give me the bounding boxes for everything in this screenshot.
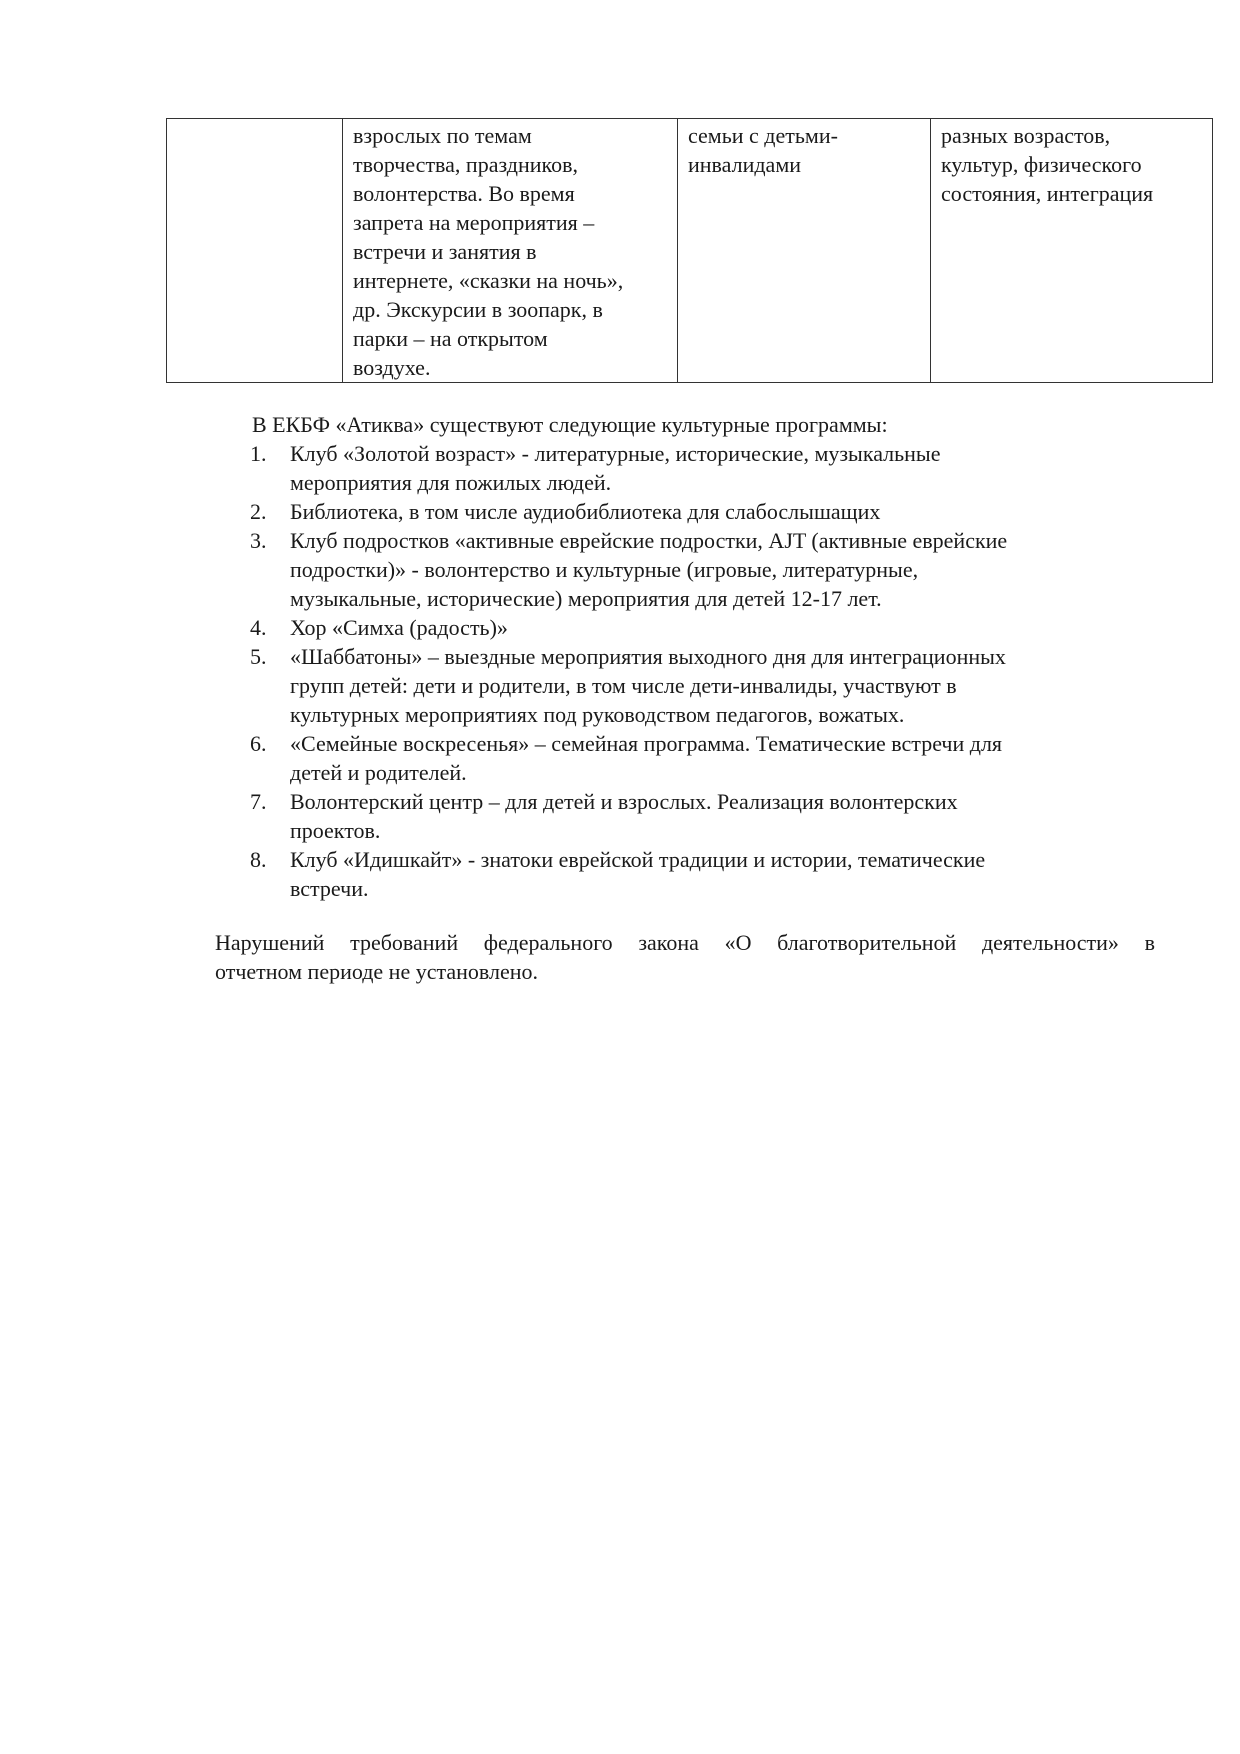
list-item-line: Библиотека, в том числе аудиобиблиотека для слабослышащих: [290, 499, 881, 524]
programs-list: [250, 439, 1150, 903]
programs-intro: В ЕКБФ «Атиква» существуют следующие культурные программы:: [252, 412, 888, 437]
list-item-number: 3.: [250, 528, 267, 553]
cell-line: инвалидами: [688, 152, 802, 177]
list-item-number: 4.: [250, 615, 267, 640]
list-item-line: подростки)» - волонтерство и культурные (игровые, литературные,: [290, 557, 919, 582]
list-item-number: 8.: [250, 847, 267, 872]
list-item-line: групп детей: дети и родители, в том числе дети-инвалиды, участвуют в: [290, 673, 957, 698]
list-item-line: «Семейные воскресенья» – семейная программа. Тематические встречи для: [290, 731, 1003, 756]
list-item: [250, 613, 1150, 642]
cell-line: встречи и занятия в: [353, 239, 537, 264]
table-cell-target-group: [678, 119, 931, 383]
cell-line: волонтерства. Во время: [353, 181, 575, 206]
cell-line: разных возрастов,: [941, 123, 1111, 148]
list-item: [250, 526, 1150, 613]
list-item-line: Клуб подростков «активные еврейские подростки, AJT (активные еврейские: [290, 528, 1008, 553]
cell-line: интернете, «сказки на ночь»,: [353, 268, 624, 293]
conclusion-paragraph: [215, 928, 1155, 986]
cell-line: др. Экскурсии в зоопарк, в: [353, 297, 603, 322]
list-item-line: музыкальные, исторические) мероприятия для детей 12-17 лет.: [290, 586, 882, 611]
table-cell-results: [931, 119, 1213, 383]
list-item: [250, 642, 1150, 729]
list-item-number: 6.: [250, 731, 267, 756]
table-cell-empty: [167, 119, 343, 383]
cell-line: парки – на открытом: [353, 326, 548, 351]
list-item-line: Клуб «Золотой возраст» - литературные, исторические, музыкальные: [290, 441, 941, 466]
cell-line: взрослых по темам: [353, 123, 532, 148]
conclusion-line: отчетном периоде не установлено.: [215, 959, 539, 984]
cell-line: творчества, праздников,: [353, 152, 578, 177]
list-item: [250, 787, 1150, 845]
list-item-line: Клуб «Идишкайт» - знатоки еврейской традиции и истории, тематические: [290, 847, 986, 872]
cell-line: воздухе.: [353, 355, 431, 380]
list-item-line: культурных мероприятиях под руководством педагогов, вожатых.: [290, 702, 905, 727]
list-item: [250, 729, 1150, 787]
list-item-line: Хор «Симха (радость)»: [290, 615, 508, 640]
list-item-number: 5.: [250, 644, 267, 669]
list-item: [250, 497, 1150, 526]
list-item-line: проектов.: [290, 818, 381, 843]
cell-line: культур, физического: [941, 152, 1142, 177]
list-item-line: детей и родителей.: [290, 760, 467, 785]
list-item-line: мероприятия для пожилых людей.: [290, 470, 612, 495]
list-item-number: 1.: [250, 441, 267, 466]
cell-line: запрета на мероприятия –: [353, 210, 595, 235]
document-table: [166, 118, 1213, 383]
list-item-number: 7.: [250, 789, 267, 814]
conclusion-line: Нарушений требований федерального закона «О благотворительной деятельности» в: [215, 930, 1155, 955]
cell-line: семьи с детьми-: [688, 123, 838, 148]
cell-line: состояния, интеграция: [941, 181, 1154, 206]
list-item-line: Волонтерский центр – для детей и взрослых. Реализация волонтерских: [290, 789, 958, 814]
table-row: [167, 119, 1213, 383]
list-item-line: встречи.: [290, 876, 369, 901]
list-item: [250, 439, 1150, 497]
list-item: [250, 845, 1150, 903]
table-cell-activities: [343, 119, 678, 383]
list-item-number: 2.: [250, 499, 267, 524]
list-item-line: «Шаббатоны» – выездные мероприятия выходного дня для интеграционных: [290, 644, 1006, 669]
